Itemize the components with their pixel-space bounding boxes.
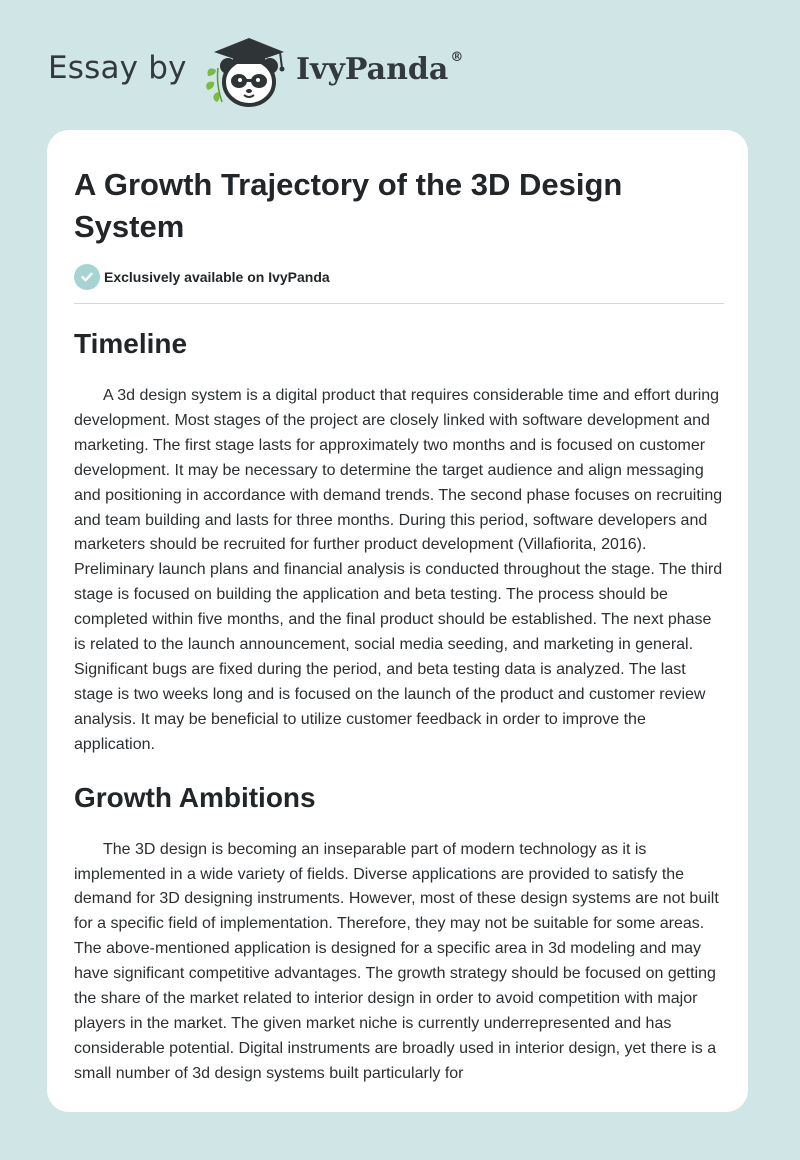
brand-name-text: IvyPanda [296,52,449,87]
brand-name[interactable] [296,52,463,87]
section-heading-growth-ambitions: Growth Ambitions [74,781,316,813]
exclusive-badge [74,264,724,290]
section-paragraph-growth-ambitions: The 3D design is becoming an inseparable part of modern technology as it is implemented in a wide variety of fields. Diverse applications are provided to satisfy the demand for 3D designing instruments. However, most of these design systems are not built for a specific field of implementation. Therefore, they may not be suitable for some areas. The above-mentioned application is designed for a specific area in 3d modeling and may have significant competitive advantages. The growth strategy should be focused on getting the share of the market related to interior design in order to avoid competition with major players in the market. The given market niche is currently underrepresented and has considerable potential. Digital instruments are broadly used in interior design, yet there is a small number of 3d design systems built particularly for [74,840,719,1082]
section-paragraph-timeline: A 3d design system is a digital product that requires considerable time and effort during development. Most stages of the project are closely linked with software development and marketing. The first stage lasts for approximately two months and is focused on customer development. It may be necessary to determine the target audience and align messaging and positioning in accordance with demand trends. The second phase focuses on recruiting and team building and lasts for three months. During this period, software developers and marketers should be recruited for further product development (Villafiorita, 2016). Preliminary launch plans and financial analysis is conducted throughout the stage. The third stage is focused on building the application and beta testing. The process should be completed within five months, and the final product should be established. The next phase is related to the launch announcement, social media seeding, and marketing in general. Significant bugs are fixed during the period, and beta testing data is analyzed. The last stage is two weeks long and is focused on the launch of the product and customer review analysis. It may be beneficial to utilize customer feedback in order to improve the application. [74,387,723,753]
essay-title: A Growth Trajectory of the 3D Design System [74,167,623,244]
essay-content [74,164,724,1087]
registered-mark: ® [450,50,464,65]
title-divider [74,303,724,304]
brand-prefix: Essay by [48,50,187,86]
site-header [0,0,800,130]
section-heading-timeline: Timeline [74,328,188,359]
check-circle-icon [74,264,100,290]
exclusive-label: Exclusively available on IvyPanda [104,269,330,285]
panda-logo-icon[interactable] [200,32,296,112]
essay-card [47,130,748,1112]
